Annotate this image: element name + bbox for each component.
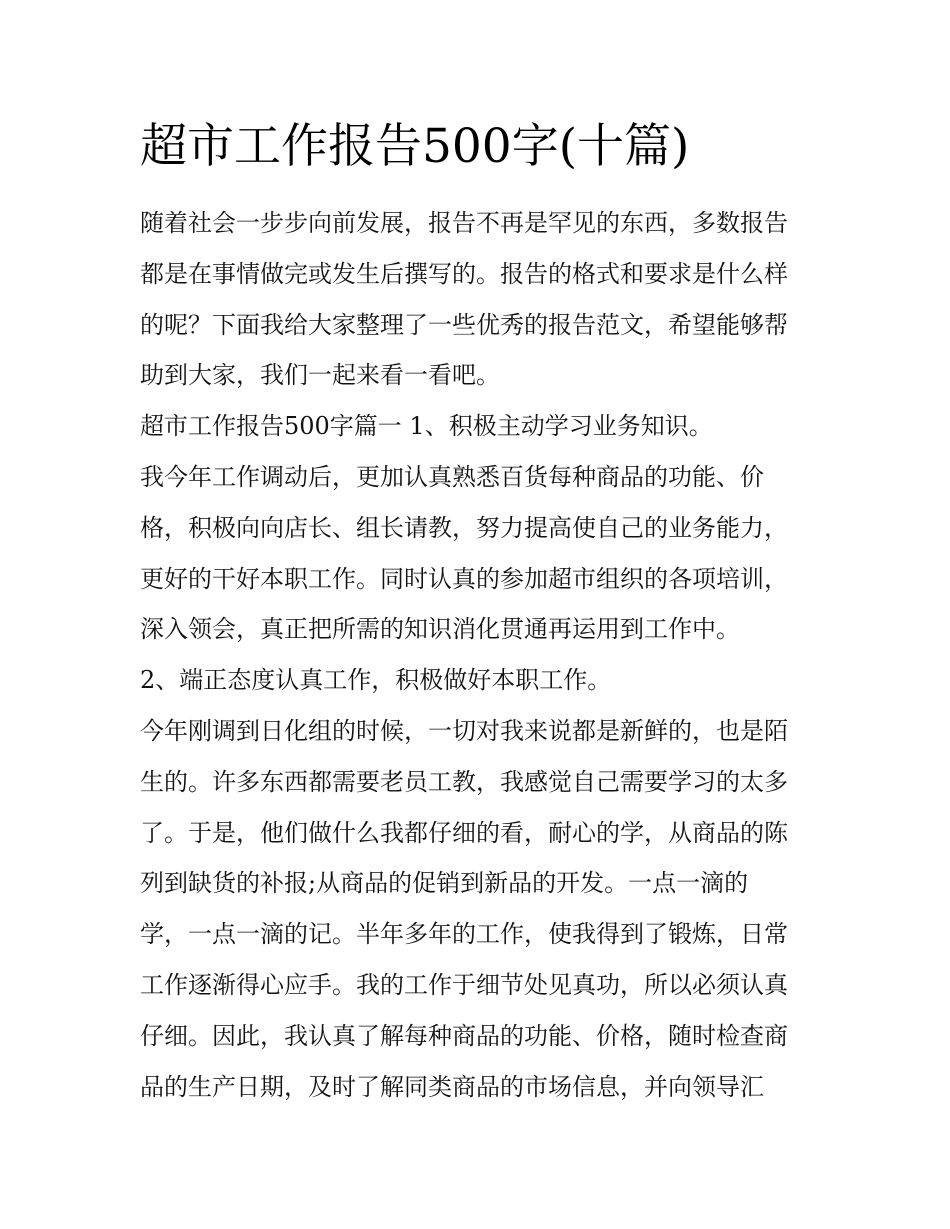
document-body [140,198,840,1112]
text-line: 深入领会，真正把所需的知识消化贯通再运用到工作中。 [140,615,740,644]
text-line: 今年刚调到日化组的时候，一切对我来说都是新鲜的，也是陌 [140,716,788,745]
section-heading-line: 超市工作报告500字篇一 1、积极主动学习业务知识。 [140,412,713,441]
text-line: 品的生产日期，及时了解同类商品的市场信息，并向领导汇 [140,1072,764,1101]
text-line: 都是在事情做完或发生后撰写的。报告的格式和要求是什么样 [140,259,788,288]
section-heading-line: 2、端正态度认真工作，积极做好本职工作。 [140,666,612,695]
text-line: 学，一点一滴的记。半年多年的工作，使我得到了锻炼，日常 [140,920,788,949]
text-line: 格，积极向向店长、组长请教，努力提高使自己的业务能力， [140,513,788,542]
text-line: 的呢？下面我给大家整理了一些优秀的报告范文，希望能够帮 [140,310,788,339]
text-line: 列到缺货的补报;从商品的促销到新品的开发。一点一滴的 [140,869,749,898]
text-line: 我今年工作调动后，更加认真熟悉百货每种商品的功能、价 [140,462,764,491]
text-line: 仔细。因此，我认真了解每种商品的功能、价格，随时检查商 [140,1021,788,1050]
text-line: 工作逐渐得心应手。我的工作于细节处见真功，所以必须认真 [140,970,788,999]
text-line: 助到大家，我们一起来看一看吧。 [140,361,500,390]
text-line: 随着社会一步步向前发展，报告不再是罕见的东西，多数报告 [140,209,788,237]
page-title: 超市工作报告500字(十篇) [140,119,690,174]
text-line: 生的。许多东西都需要老员工教，我感觉自己需要学习的太多 [140,767,788,796]
text-line: 更好的干好本职工作。同时认真的参加超市组织的各项培训， [140,564,788,593]
text-line: 了。于是，他们做什么我都仔细的看，耐心的学，从商品的陈 [140,818,788,847]
